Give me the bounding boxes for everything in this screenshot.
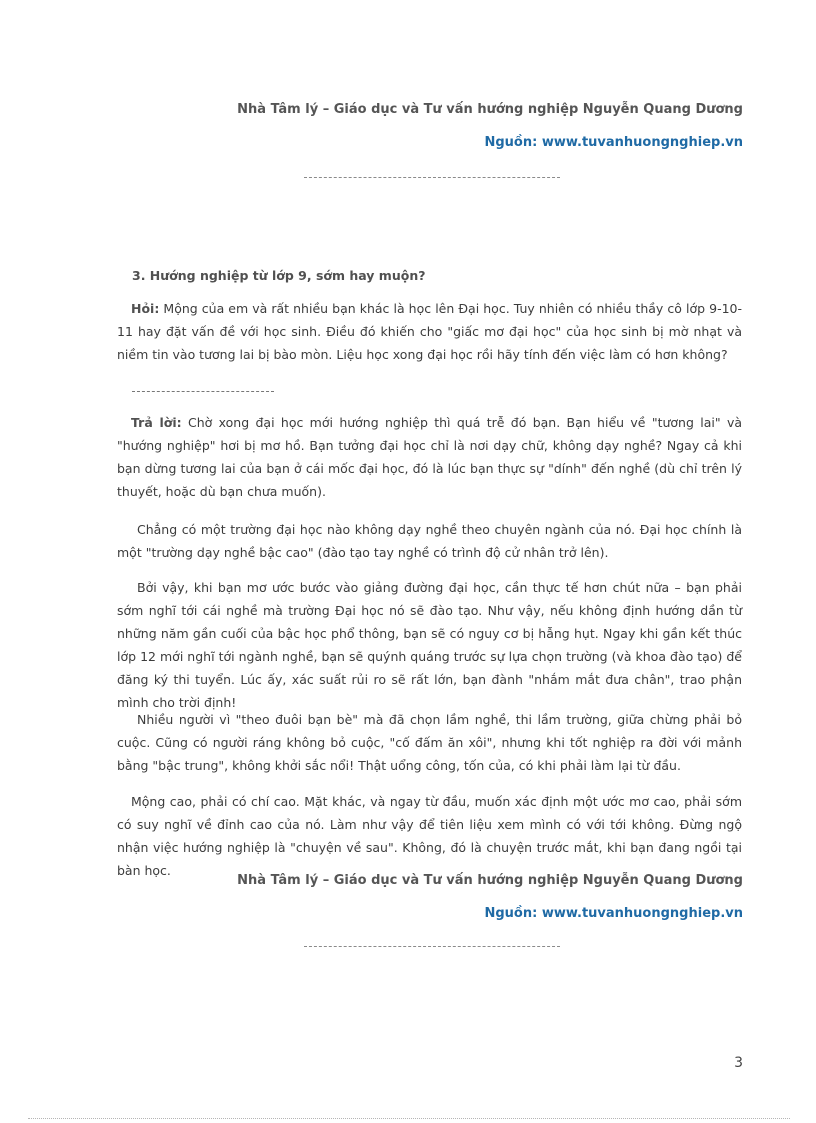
separator-bottom xyxy=(304,946,560,947)
article-heading: 3. Hướng nghiệp từ lớp 9, sớm hay muộn? xyxy=(132,268,426,283)
question-separator xyxy=(132,391,274,392)
footer-border xyxy=(28,1118,790,1119)
author-credit-top: Nhà Tâm lý – Giáo dục và Tư vấn hướng nghiệp Nguyễn Quang Dương xyxy=(237,102,743,117)
question-label: Hỏi: xyxy=(131,301,160,316)
page-number: 3 xyxy=(734,1055,743,1071)
question-text: Mộng của em và rất nhiều bạn khác là học lên Đại học. Tuy nhiên có nhiều thầy cô lớp 9-10-11 hay đặt vấn đề với học sinh. Điều đó khiến cho "giấc mơ đại học" của học sinh bị mờ nhạt và niềm tin vào tương lai bị bào mòn. Liệu học xong đại học rồi hãy tính đến việc làm có hơn không? xyxy=(117,301,742,362)
body-paragraph-5: Mộng cao, phải có chí cao. Mặt khác, và ngay từ đầu, muốn xác định một ước mơ cao, phải sớm có suy nghĩ về đỉnh cao của nó. Làm như vậy để tiên liệu xem mình có với tới không. Đừng ngộ nhận việc hướng nghiệp là "chuyện về sau". Không, đó là chuyện trước mắt, khi bạn đang ngồi tại bàn học. xyxy=(117,794,742,878)
separator-top xyxy=(304,177,560,178)
answer-paragraph xyxy=(117,411,742,503)
source-link-bottom[interactable]: Nguồn: www.tuvanhuongnghiep.vn xyxy=(484,906,743,921)
body-paragraph-4: Nhiều người vì "theo đuôi bạn bè" mà đã chọn lầm nghề, thi lầm trường, giữa chừng phải bỏ cuộc. Cũng có người ráng không bỏ cuộc, "cố đấm ăn xôi", nhưng khi tốt nghiệp ra đời với mảnh bằng "bậc trung", không khởi sắc nổi! Thật uổng công, tốn của, có khi phải làm lại từ đầu. xyxy=(117,712,742,773)
author-credit-bottom: Nhà Tâm lý – Giáo dục và Tư vấn hướng nghiệp Nguyễn Quang Dương xyxy=(237,873,743,888)
answer-text: Chờ xong đại học mới hướng nghiệp thì quá trễ đó bạn. Bạn hiểu về "tương lai" và "hướng nghiệp" hơi bị mơ hồ. Bạn tưởng đại học chỉ là nơi dạy chữ, không dạy nghề? Ngay cả khi bạn dừng tương lai của bạn ở cái mốc đại học, đó là lúc bạn thực sự "dính" đến nghề (dù chỉ trên lý thuyết, hoặc dù bạn chưa muốn). xyxy=(117,415,743,499)
body-paragraph-3: Bởi vậy, khi bạn mơ ước bước vào giảng đường đại học, cần thực tế hơn chút nữa – bạn phải sớm nghĩ tới cái nghề mà trường Đại học nó sẽ đào tạo. Như vậy, nếu không định hướng dần từ những năm gần cuối của bậc học phổ thông, bạn sẽ có nguy cơ bị hẫng hụt. Ngay khi gần kết thúc lớp 12 mới nghĩ tới ngành nghề, bạn sẽ quýnh quáng trước sự lựa chọn trường (và khoa đào tạo) để đăng ký thi tuyển. Lúc ấy, xác suất rủi ro sẽ rất lớn, bạn đành "nhắm mắt đưa chân", trao phận mình cho trời định! xyxy=(117,580,742,710)
answer-label: Trả lời: xyxy=(131,415,182,430)
question-paragraph xyxy=(117,297,742,366)
body-paragraph-2: Chẳng có một trường đại học nào không dạy nghề theo chuyên ngành của nó. Đại học chính là một "trường dạy nghề bậc cao" (đào tạo tay nghề có trình độ cử nhân trở lên). xyxy=(117,522,742,560)
source-link-top[interactable]: Nguồn: www.tuvanhuongnghiep.vn xyxy=(484,135,743,150)
